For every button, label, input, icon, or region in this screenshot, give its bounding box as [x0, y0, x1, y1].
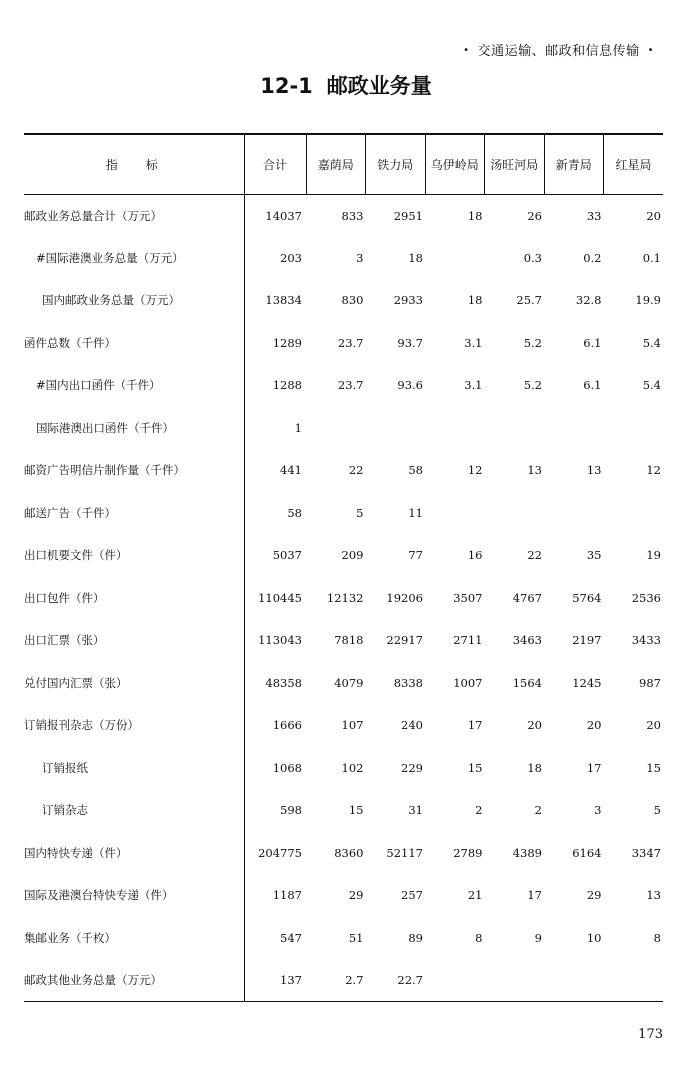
table-cell	[604, 407, 664, 450]
table-cell: 23.7	[337, 378, 364, 393]
table-cell: 441	[244, 449, 306, 492]
table-row	[24, 364, 663, 407]
table-cell: 5037	[244, 534, 306, 577]
table-cell: 3433	[631, 633, 661, 648]
column-header: 乌伊岭局	[425, 134, 485, 194]
table-cell: 17	[527, 888, 542, 903]
table-cell: 209	[341, 548, 364, 563]
table-row	[24, 279, 663, 322]
row-label: 订销报刊杂志（万份）	[24, 718, 139, 733]
postal-business-table	[24, 133, 663, 1002]
table-cell: 1068	[244, 747, 306, 790]
table-cell: 18	[527, 760, 542, 775]
table-cell: 58	[244, 492, 306, 535]
table-cell: 3347	[631, 845, 661, 860]
table-cell: 22	[527, 548, 542, 563]
table-row	[24, 704, 663, 747]
table-cell: 6.1	[583, 335, 602, 350]
column-header: 指标	[24, 134, 244, 194]
table-cell: 13	[586, 463, 602, 478]
table-cell: 8	[475, 930, 483, 945]
table-number: 12-1	[260, 74, 313, 98]
table-cell: 29	[586, 888, 602, 903]
table-cell: 20	[646, 718, 661, 733]
table-cell: 7818	[334, 633, 364, 648]
table-cell: 12	[646, 463, 661, 478]
table-row	[24, 662, 663, 705]
column-header: 汤旺河局	[485, 134, 545, 194]
table-cell	[604, 492, 664, 535]
row-label: 国内邮政业务总量（万元）	[42, 293, 180, 308]
table-cell: 137	[244, 959, 306, 1002]
table-cell: 3	[356, 250, 364, 265]
table-cell: 2789	[453, 845, 483, 860]
table-cell: 18	[408, 250, 423, 265]
table-cell: 19206	[386, 590, 423, 605]
table-cell: 3507	[453, 590, 483, 605]
row-label: 国内特快专递（件）	[24, 845, 128, 860]
table-row	[24, 407, 663, 450]
page-number: 173	[638, 1027, 663, 1042]
table-cell: 5.4	[642, 378, 661, 393]
table-cell: 4767	[512, 590, 542, 605]
row-label: 出口机要文件（件）	[24, 548, 128, 563]
row-label: 订销杂志	[42, 803, 88, 818]
table-cell	[544, 407, 604, 450]
table-cell: 0.3	[523, 250, 542, 265]
table-cell: 2536	[631, 590, 661, 605]
table-cell: 4079	[334, 675, 364, 690]
table-cell: 2197	[572, 633, 602, 648]
table-row	[24, 237, 663, 280]
table-cell: 48358	[244, 662, 306, 705]
table-cell	[306, 407, 366, 450]
table-cell: 3463	[512, 633, 542, 648]
table-cell: 1666	[244, 704, 306, 747]
table-cell: 19.9	[635, 293, 661, 308]
table-cell: 2	[534, 803, 542, 818]
table-cell: 5.2	[523, 378, 542, 393]
table-cell: 17	[586, 760, 602, 775]
table-cell: 17	[467, 718, 483, 733]
table-cell	[544, 492, 604, 535]
table-cell: 29	[348, 888, 364, 903]
table-cell: 22.7	[366, 959, 426, 1002]
table-cell: 987	[639, 675, 661, 690]
table-cell: 110445	[244, 577, 306, 620]
table-cell: 8360	[334, 845, 364, 860]
header-bullet-right: •	[647, 45, 654, 56]
table-cell: 240	[401, 718, 423, 733]
row-label: 邮政其他业务总量（万元）	[24, 959, 244, 1002]
table-cell: 33	[586, 208, 602, 223]
table-cell: 31	[408, 803, 423, 818]
table-cell: 8	[653, 930, 661, 945]
table-cell: 2951	[393, 208, 423, 223]
table-cell: 15	[467, 760, 483, 775]
table-cell: 10	[586, 930, 602, 945]
table-cell: 20	[646, 208, 661, 223]
table-cell	[604, 959, 664, 1002]
table-cell: 830	[341, 293, 364, 308]
table-row	[24, 322, 663, 365]
row-label: 函件总数（千件）	[24, 335, 116, 350]
table-cell	[425, 492, 485, 535]
table-cell: 18	[467, 208, 483, 223]
running-header	[455, 40, 662, 59]
table-cell: 203	[244, 237, 306, 280]
row-label: #国内出口函件（千件）	[36, 378, 161, 393]
table-cell	[425, 407, 485, 450]
table-cell: 22	[348, 463, 364, 478]
table-cell: 2.7	[306, 959, 366, 1002]
header-bullet-left: •	[463, 45, 470, 56]
table-row	[24, 534, 663, 577]
table-cell: 23.7	[337, 335, 364, 350]
column-header: 新青局	[544, 134, 604, 194]
table-cell: 11	[408, 505, 423, 520]
table-cell: 547	[244, 917, 306, 960]
table-cell: 20	[586, 718, 602, 733]
table-cell: 35	[586, 548, 602, 563]
table-cell: 833	[341, 208, 364, 223]
table-cell: 1187	[244, 874, 306, 917]
table-cell	[544, 959, 604, 1002]
table-cell: 2933	[393, 293, 423, 308]
row-label: 邮政业务总量合计（万元）	[24, 208, 162, 223]
table-cell: 6.1	[583, 378, 602, 393]
table-cell: 107	[341, 718, 364, 733]
row-label: 订销报纸	[42, 760, 88, 775]
table-row	[24, 832, 663, 875]
table-cell	[485, 407, 545, 450]
table-cell: 14037	[244, 194, 306, 237]
table-cell: 13834	[244, 279, 306, 322]
row-label: 出口包件（件）	[24, 590, 105, 605]
table-cell: 20	[527, 718, 542, 733]
table-header-row	[24, 134, 663, 194]
table-cell: 3	[594, 803, 602, 818]
table-cell: 93.6	[397, 378, 423, 393]
row-label: #国际港澳业务总量（万元）	[36, 250, 184, 265]
table-cell: 1007	[453, 675, 483, 690]
row-label: 出口汇票（张）	[24, 633, 105, 648]
row-label: 兑付国内汇票（张）	[24, 675, 128, 690]
table-cell: 5	[356, 505, 364, 520]
column-header: 红星局	[604, 134, 664, 194]
table-row	[24, 577, 663, 620]
table-cell	[366, 407, 426, 450]
table-row	[24, 492, 663, 535]
table-cell: 51	[348, 930, 364, 945]
table-cell	[485, 492, 545, 535]
table-cell: 16	[467, 548, 483, 563]
table-title: 邮政业务量	[326, 74, 432, 98]
table-cell: 13	[646, 888, 661, 903]
table-cell: 26	[527, 208, 542, 223]
table-cell: 1	[244, 407, 306, 450]
table-row	[24, 449, 663, 492]
table-body	[24, 194, 663, 1002]
row-label: 邮资广告明信片制作量（千件）	[24, 463, 185, 478]
table-cell: 12132	[326, 590, 364, 605]
table-cell: 9	[534, 930, 542, 945]
table-cell: 89	[408, 930, 423, 945]
table-cell: 22917	[386, 633, 423, 648]
table-cell: 5.2	[523, 335, 542, 350]
table-cell: 1288	[244, 364, 306, 407]
table-cell: 2	[475, 803, 483, 818]
table-cell: 5.4	[642, 335, 661, 350]
row-label: 国际及港澳台特快专递（件）	[24, 888, 174, 903]
table-cell: 58	[408, 463, 423, 478]
table-row	[24, 959, 663, 1002]
table-cell: 229	[401, 760, 423, 775]
column-header: 合计	[244, 134, 306, 194]
table-cell: 5	[653, 803, 661, 818]
table-cell	[425, 959, 485, 1002]
column-header: 铁力局	[366, 134, 426, 194]
table-cell: 12	[467, 463, 483, 478]
table-cell: 25.7	[516, 293, 542, 308]
row-label: 集邮业务（千枚）	[24, 930, 116, 945]
table-cell: 3.1	[464, 378, 483, 393]
page-title	[0, 70, 692, 100]
table-cell: 1564	[512, 675, 542, 690]
table-cell: 1245	[572, 675, 602, 690]
section-title: 交通运输、邮政和信息传输	[477, 44, 640, 59]
table-cell	[425, 237, 485, 280]
table-cell: 52117	[386, 845, 423, 860]
table-cell: 8338	[393, 675, 423, 690]
table-cell: 15	[348, 803, 364, 818]
table-cell: 2711	[453, 633, 483, 648]
table-cell: 4389	[512, 845, 542, 860]
table-cell	[485, 959, 545, 1002]
table-cell: 1289	[244, 322, 306, 365]
table-cell: 257	[401, 888, 423, 903]
table-cell: 598	[244, 789, 306, 832]
table-row	[24, 747, 663, 790]
column-header: 嘉荫局	[306, 134, 366, 194]
table-cell: 13	[527, 463, 542, 478]
table-cell: 3.1	[464, 335, 483, 350]
table-cell: 113043	[244, 619, 306, 662]
table-cell: 6164	[572, 845, 602, 860]
table-row	[24, 194, 663, 237]
row-label: 国际港澳出口函件（千件）	[36, 420, 174, 435]
table-cell: 18	[467, 293, 483, 308]
table-cell: 5764	[572, 590, 602, 605]
table-cell: 15	[646, 760, 661, 775]
table-cell: 204775	[244, 832, 306, 875]
table-row	[24, 789, 663, 832]
table-row	[24, 619, 663, 662]
table-cell: 102	[341, 760, 364, 775]
row-label: 邮送广告（千件）	[24, 505, 116, 520]
table-cell: 21	[467, 888, 483, 903]
table-cell: 93.7	[397, 335, 423, 350]
table-row	[24, 874, 663, 917]
table-cell: 77	[408, 548, 423, 563]
table-row	[24, 917, 663, 960]
table-cell: 0.2	[583, 250, 602, 265]
table-cell: 32.8	[575, 293, 602, 308]
table-cell: 19	[646, 548, 661, 563]
table-cell: 0.1	[642, 250, 661, 265]
